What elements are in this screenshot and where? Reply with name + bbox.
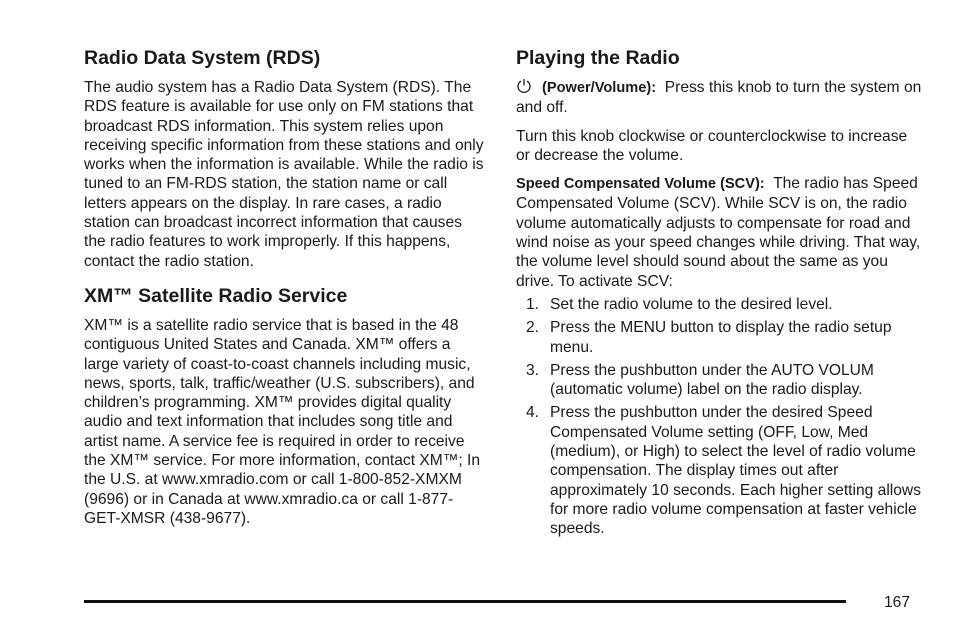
rds-heading: Radio Data System (RDS) (84, 47, 321, 69)
page-number: 167 (884, 594, 911, 611)
volume-paragraph: Turn this knob clockwise or counterclockwise to increase or decrease the volume. (516, 127, 908, 164)
left-column (84, 47, 484, 528)
list-item: 3. Press the pushbutton under the AUTO VOLUM (automatic volume) label on the radio display. (526, 361, 874, 399)
list-item: 2. Press the MENU button to display the radio setup menu. (526, 319, 892, 356)
footer-rule (84, 600, 846, 603)
power-volume-label: (Power/Volume): (542, 80, 657, 96)
right-column (516, 47, 922, 543)
scv-paragraph (516, 174, 922, 291)
scv-steps-list (516, 295, 922, 539)
power-volume-text: Press this knob to turn the system on and off. (516, 79, 922, 117)
xm-paragraph: XM™ is a satellite radio service that is based in the 48 contiguous United States and Canada. XM™ offers a large variety of coast-to-coast channels including music, news, sports, talk, traffic/weather (U.S. subscribers), and children’s programming. XM™ provides digital quality audio and text information that includes song title and artist name. A service fee is required in order to receive the XM™ service. For more information, contact XM™; In the U.S. at www.xmradio.com or call 1-800-852-XMXM (9696) or in Canada at www.xmradio.ca or call 1-877-GET-XMSR (438-9677). (84, 316, 481, 527)
playing-radio-heading: Playing the Radio (516, 47, 680, 69)
scv-label: Speed Compensated Volume (SCV): (516, 176, 765, 193)
scv-text: The radio has Speed Compensated Volume (SCV). While SCV is on, the radio volume automatically adjusts to compensate for road and wind noise as your speed changes while driving. That way, the volume level should sound about the same as you drive. To activate SCV: (516, 175, 921, 290)
rds-paragraph: The audio system has a Radio Data System (RDS). The RDS feature is available for use only on FM stations that broadcast RDS information. This system relies upon receiving specific information from these stations and only works when the information is available. While the radio is tuned to an FM-RDS station, the station name or call letters appears on the display. In rare cases, a radio station can broadcast incorrect information that causes the radio features to work improperly. If this happens, contact the radio station. (84, 79, 484, 270)
power-icon (516, 78, 532, 94)
xm-heading: XM™ Satellite Radio Service (84, 284, 348, 307)
power-volume-paragraph (516, 78, 922, 118)
list-item: 1. Set the radio volume to the desired level. (526, 295, 833, 313)
list-item: 4. Press the pushbutton under the desired Speed Compensated Volume setting (OFF, Low, Med (medium), or High) to select the level of radio volume compensation. The display times out after approximately 10 seconds. Each higher setting allows for more radio volume compensation at faster vehicle speeds. (526, 404, 921, 538)
